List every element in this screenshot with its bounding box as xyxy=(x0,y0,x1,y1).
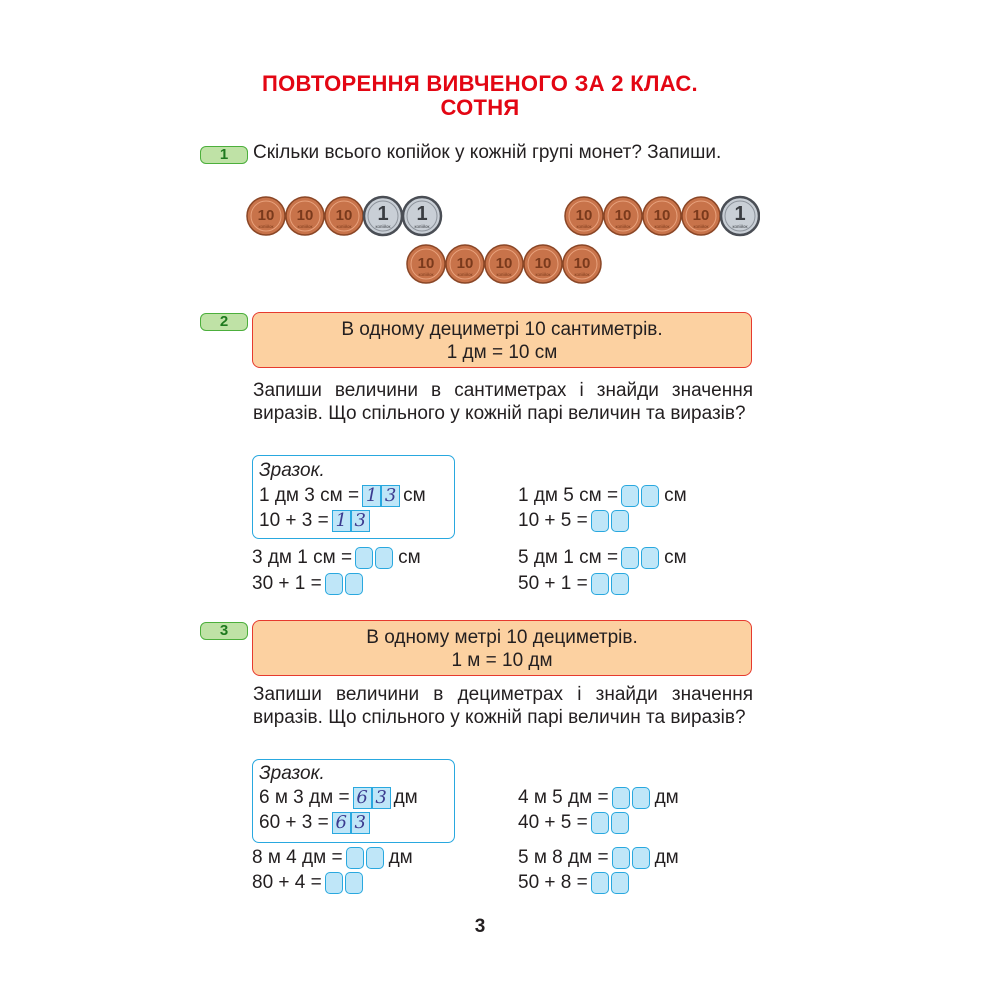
coin-group-bottom xyxy=(407,245,601,283)
coin-word: копійок xyxy=(576,224,592,229)
task-3-sample-answer xyxy=(353,787,391,809)
task-3-exercise xyxy=(518,846,679,870)
page-title xyxy=(200,72,760,120)
task-2-sample-row-1 xyxy=(259,484,426,508)
coin-group-right xyxy=(565,197,759,235)
task-3-sample-label: Зразок. xyxy=(259,763,325,784)
coin-word: копійок xyxy=(615,224,631,229)
task-3-exercise xyxy=(518,871,634,895)
task-3-exercise xyxy=(518,811,634,835)
coin-value: 10 xyxy=(495,255,513,272)
exercise-question: 50 + 8 = xyxy=(518,872,588,893)
task-3-exercise xyxy=(252,846,413,870)
coin-value: 10 xyxy=(335,207,353,224)
task-3-exercise xyxy=(518,786,679,810)
coin-1-kopiyka xyxy=(721,197,759,235)
answer-cells[interactable] xyxy=(612,787,652,809)
exercise-question: 1 дм 5 см = xyxy=(518,485,619,506)
exercise-question: 5 дм 1 см = xyxy=(518,547,619,568)
task-2-rule-line-2: 1 дм = 10 см xyxy=(446,342,558,363)
coin-word: копійок xyxy=(297,224,313,229)
coin-word: копійок xyxy=(414,224,430,229)
exercise-question: 3 дм 1 см = xyxy=(252,547,353,568)
task-2-rule-box xyxy=(252,312,752,368)
coin-word: копійок xyxy=(375,224,391,229)
task-2-sample-row-2 xyxy=(259,509,373,533)
coin-10-kopiyok xyxy=(325,197,363,235)
coin-value: 10 xyxy=(417,255,435,272)
answer-digit: 1 xyxy=(362,485,381,507)
task-1-badge: 1 xyxy=(200,146,248,164)
task-3-sample-answer-2 xyxy=(332,812,370,834)
coin-value: 10 xyxy=(575,207,593,224)
answer-digit: 3 xyxy=(372,787,391,809)
exercise-unit: см xyxy=(398,547,421,568)
answer-digit: 3 xyxy=(381,485,400,507)
coin-10-kopiyok xyxy=(604,197,642,235)
task-2-exercise xyxy=(252,546,421,570)
title-line-1: ПОВТОРЕННЯ ВИВЧЕНОГО ЗА 2 КЛАС. xyxy=(262,71,698,96)
coin-word: копійок xyxy=(732,224,748,229)
task-2-exercise xyxy=(252,572,368,596)
coin-10-kopiyok xyxy=(524,245,562,283)
coin-value: 10 xyxy=(692,207,710,224)
answer-digit: 3 xyxy=(351,812,370,834)
answer-cells[interactable] xyxy=(591,872,631,894)
task-3-exercise xyxy=(252,871,368,895)
title-line-2: СОТНЯ xyxy=(440,95,520,120)
task-2-exercise xyxy=(518,546,687,570)
coin-word: копійок xyxy=(535,272,551,277)
answer-cells[interactable] xyxy=(621,547,661,569)
coin-10-kopiyok xyxy=(643,197,681,235)
answer-cells[interactable] xyxy=(621,485,661,507)
coin-10-kopiyok xyxy=(247,197,285,235)
coin-10-kopiyok xyxy=(407,245,445,283)
coin-groups xyxy=(245,195,760,290)
exercise-unit: см xyxy=(664,547,687,568)
task-3-sample-row-1 xyxy=(259,786,418,810)
task-3-sample-q2: 60 + 3 = xyxy=(259,812,329,833)
exercise-question: 5 м 8 дм = xyxy=(518,847,609,868)
coin-word: копійок xyxy=(693,224,709,229)
exercise-question: 80 + 4 = xyxy=(252,872,322,893)
coin-value: 1 xyxy=(734,203,746,225)
coin-1-kopiyka xyxy=(403,197,441,235)
coin-10-kopiyok xyxy=(565,197,603,235)
coin-10-kopiyok xyxy=(563,245,601,283)
task-1-text: Скільки всього копійок у кожній групі монет? Запиши. xyxy=(253,142,722,163)
page-number: 3 xyxy=(474,916,486,937)
exercise-question: 30 + 1 = xyxy=(252,573,322,594)
task-2-badge: 2 xyxy=(200,313,248,331)
coin-value: 1 xyxy=(416,203,428,225)
exercise-unit: дм xyxy=(654,787,679,808)
task-2-sample-q1: 1 дм 3 см = xyxy=(259,485,360,506)
task-3-badge: 3 xyxy=(200,622,248,640)
coin-value: 10 xyxy=(257,207,275,224)
coin-word: копійок xyxy=(336,224,352,229)
answer-cells[interactable] xyxy=(325,573,365,595)
answer-cells[interactable] xyxy=(612,847,652,869)
coin-value: 10 xyxy=(653,207,671,224)
coin-1-kopiyka xyxy=(364,197,402,235)
exercise-question: 8 м 4 дм = xyxy=(252,847,343,868)
task-2-sample-unit: см xyxy=(403,485,426,506)
task-2-exercise xyxy=(518,572,634,596)
coin-value: 10 xyxy=(296,207,314,224)
task-2-sample-q2: 10 + 3 = xyxy=(259,510,329,531)
task-2-sample-label: Зразок. xyxy=(259,460,325,481)
answer-cells[interactable] xyxy=(591,812,631,834)
answer-digit: 3 xyxy=(351,510,370,532)
coin-value: 10 xyxy=(534,255,552,272)
exercise-question: 50 + 1 = xyxy=(518,573,588,594)
coin-10-kopiyok xyxy=(682,197,720,235)
answer-digit: 6 xyxy=(353,787,372,809)
task-2-sample-answer xyxy=(362,485,400,507)
answer-cells[interactable] xyxy=(591,573,631,595)
task-3-rule-line-2: 1 м = 10 дм xyxy=(451,650,553,671)
exercise-unit: см xyxy=(664,485,687,506)
exercise-question: 4 м 5 дм = xyxy=(518,787,609,808)
coin-word: копійок xyxy=(457,272,473,277)
task-2-text: Запиши величини в сантиметрах і знайди значення виразів. Що спільного у кожній парі величин та виразів? xyxy=(253,380,753,424)
answer-cells[interactable] xyxy=(355,547,395,569)
task-3-rule-box xyxy=(252,620,752,676)
exercise-unit: дм xyxy=(388,847,413,868)
coin-10-kopiyok xyxy=(446,245,484,283)
coin-word: копійок xyxy=(574,272,590,277)
coin-word: копійок xyxy=(258,224,274,229)
task-3-sample-q1: 6 м 3 дм = xyxy=(259,787,350,808)
coin-value: 10 xyxy=(614,207,632,224)
task-3-text: Запиши величини в дециметрах і знайди значення виразів. Що спільного у кожній парі величин та виразів? xyxy=(253,684,753,728)
answer-digit: 6 xyxy=(332,812,351,834)
exercise-question: 40 + 5 = xyxy=(518,812,588,833)
coin-word: копійок xyxy=(418,272,434,277)
coin-word: копійок xyxy=(654,224,670,229)
coin-10-kopiyok xyxy=(286,197,324,235)
coin-value: 10 xyxy=(456,255,474,272)
exercise-question: 10 + 5 = xyxy=(518,510,588,531)
task-3-sample-unit: дм xyxy=(393,787,418,808)
answer-cells[interactable] xyxy=(346,847,386,869)
task-2-sample-answer-2 xyxy=(332,510,370,532)
task-2-exercise xyxy=(518,509,634,533)
answer-cells[interactable] xyxy=(325,872,365,894)
answer-digit: 1 xyxy=(332,510,351,532)
coin-10-kopiyok xyxy=(485,245,523,283)
coin-group-left xyxy=(247,197,441,235)
task-2-exercise xyxy=(518,484,687,508)
task-3-sample-row-2 xyxy=(259,811,373,835)
coin-value: 10 xyxy=(573,255,591,272)
coin-value: 1 xyxy=(377,203,389,225)
task-3-rule-line-1: В одному метрі 10 дециметрів. xyxy=(366,627,638,648)
exercise-unit: дм xyxy=(654,847,679,868)
coin-word: копійок xyxy=(496,272,512,277)
task-2-rule-line-1: В одному дециметрі 10 сантиметрів. xyxy=(341,319,663,340)
answer-cells[interactable] xyxy=(591,510,631,532)
